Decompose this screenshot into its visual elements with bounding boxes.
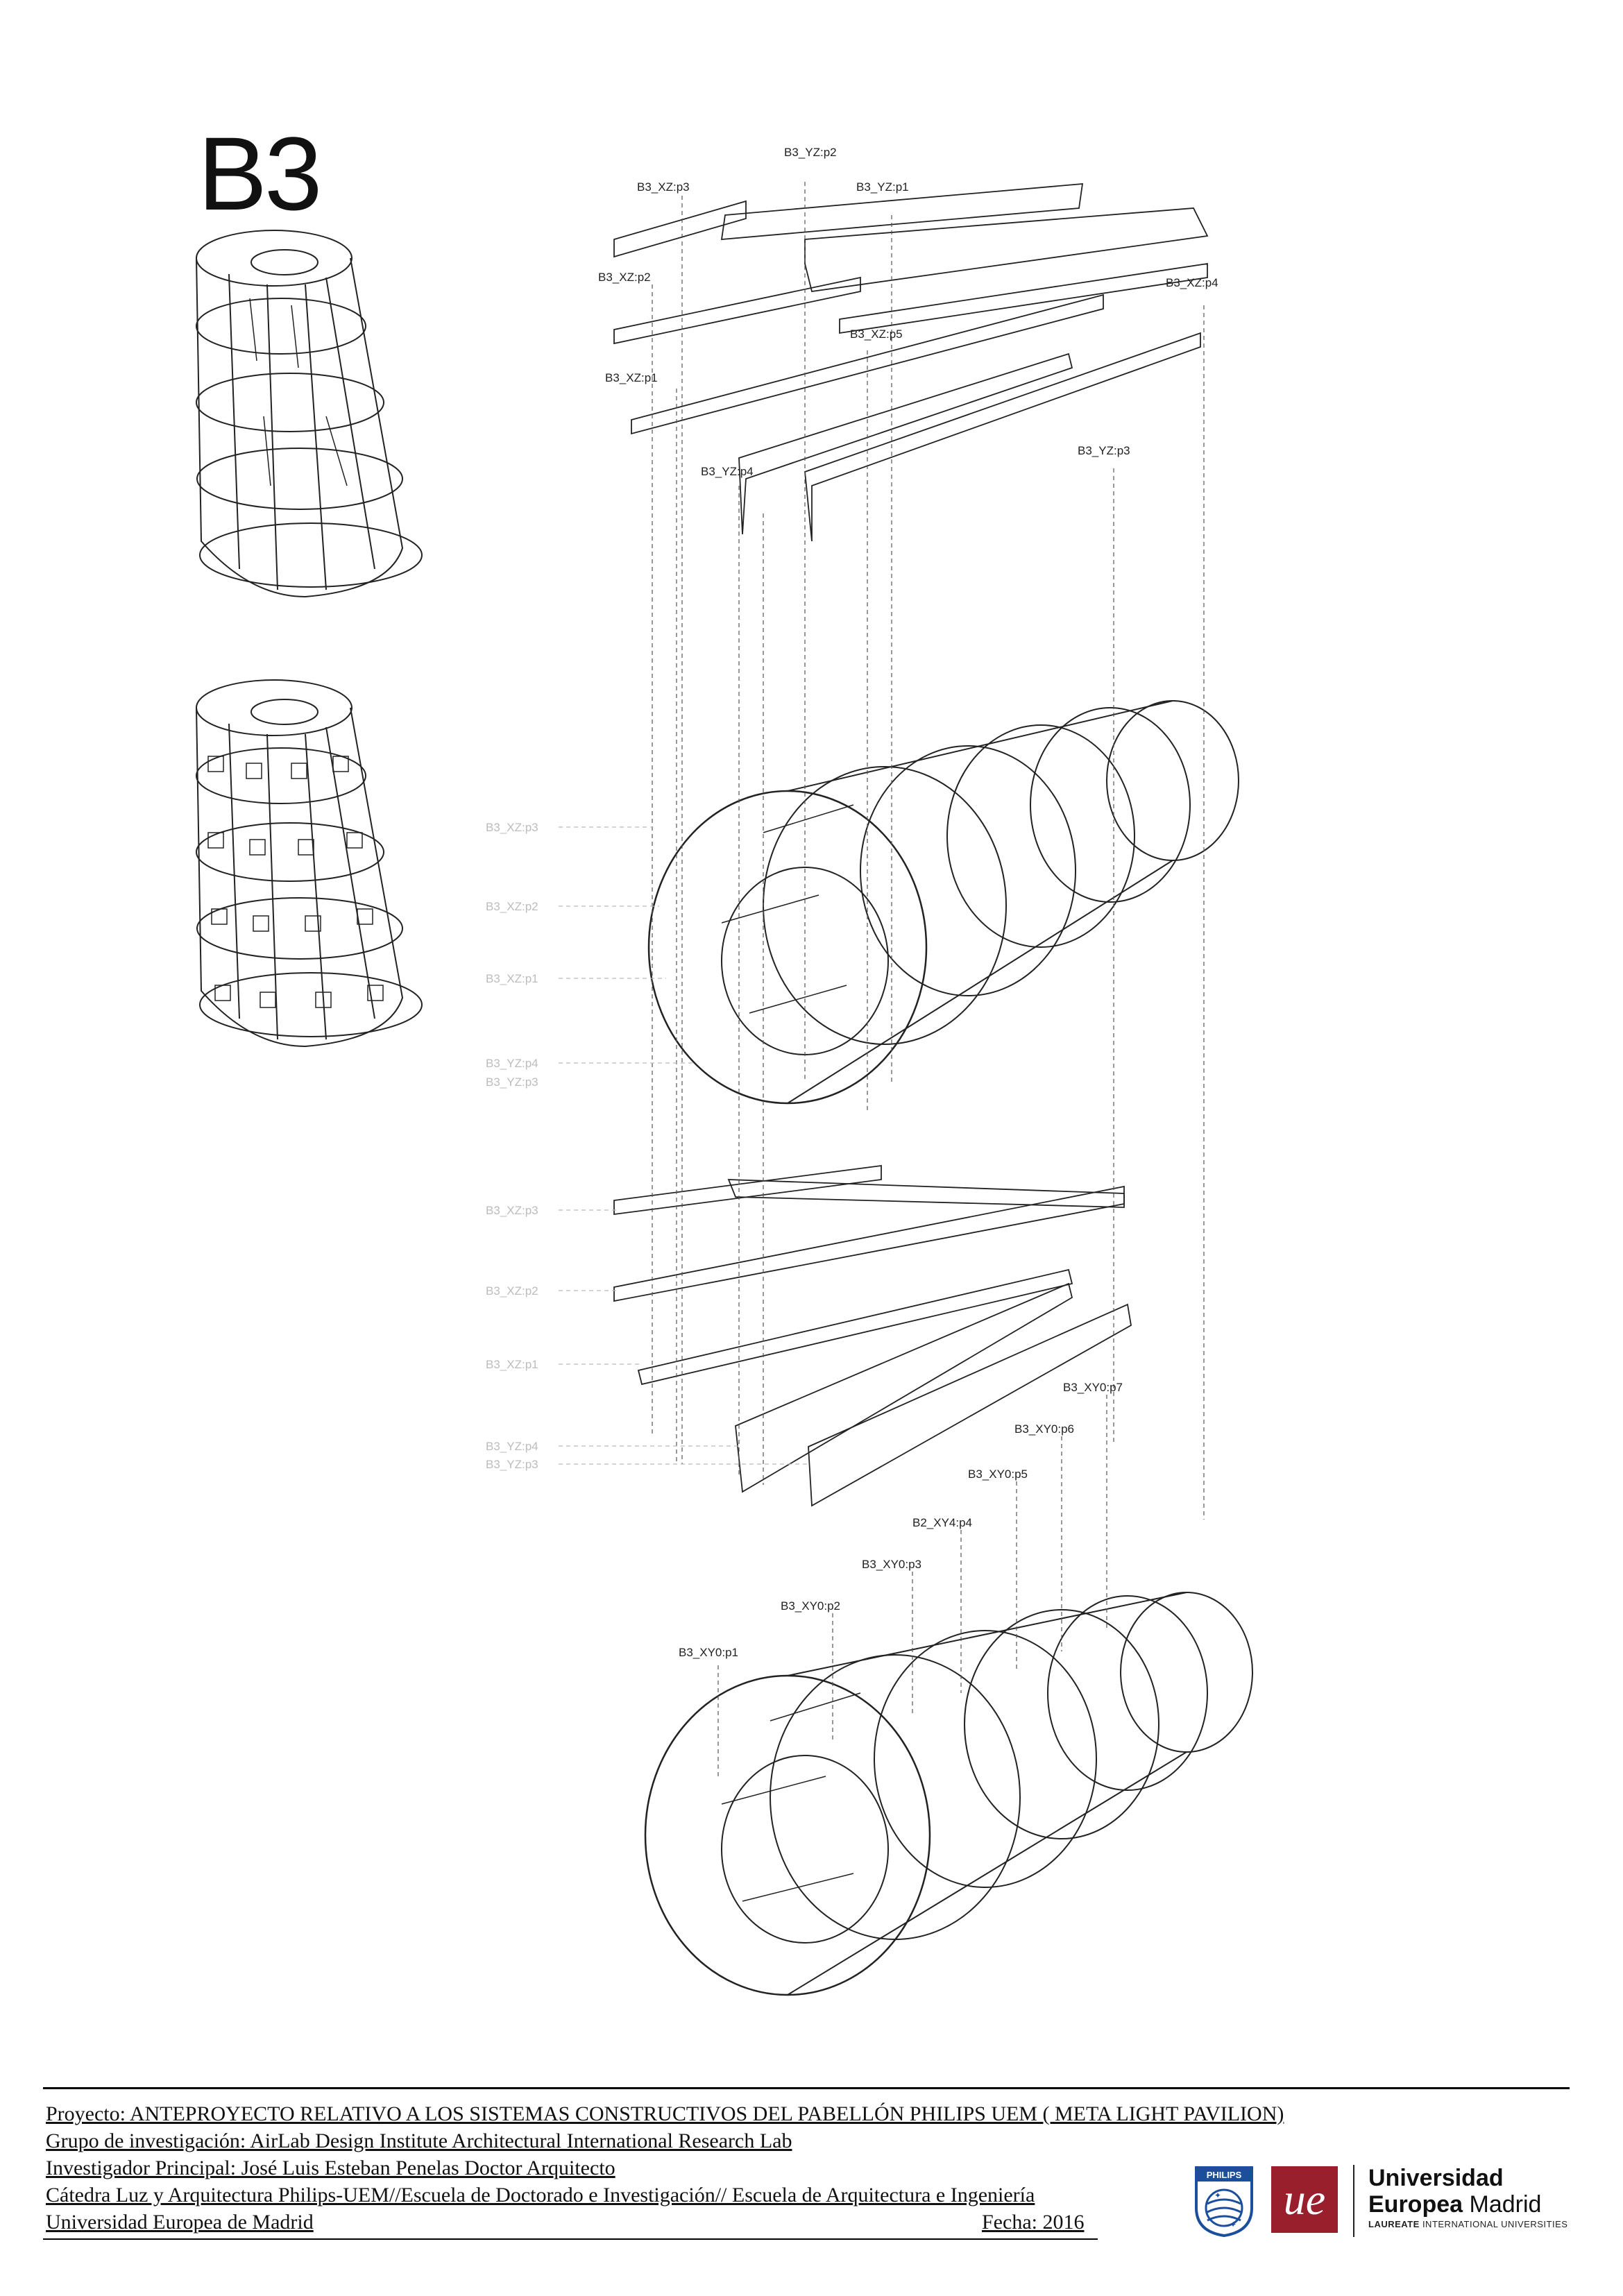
- uni-name-line1: Universidad: [1368, 2165, 1504, 2191]
- svg-text:✦: ✦: [1214, 2191, 1222, 2200]
- footer-end-divider: [43, 2238, 1098, 2240]
- side-labels-lower: [486, 1204, 538, 1471]
- side-labels-upper: [486, 821, 538, 1089]
- side-label: B3_YZ:p4: [486, 1057, 538, 1070]
- uni-name-europea: Europea: [1368, 2191, 1463, 2218]
- svg-text:✦: ✦: [1230, 2220, 1237, 2229]
- side-label: B3_YZ:p4: [486, 1440, 538, 1453]
- side-label: B3_XZ:p3: [486, 1204, 538, 1217]
- label-yz-p3: B3_YZ:p3: [1078, 444, 1130, 457]
- side-label: B3_YZ:p3: [486, 1075, 538, 1089]
- uni-sub-laureate: LAUREATE: [1368, 2219, 1420, 2229]
- philips-wordmark: PHILIPS: [1206, 2170, 1242, 2180]
- label-yz-p1: B3_YZ:p1: [856, 180, 909, 194]
- side-label: B3_XZ:p1: [486, 1358, 538, 1371]
- xy-labels: [679, 1381, 1123, 1659]
- label-xy0-p1: B3_XY0:p1: [679, 1646, 739, 1659]
- tower-assembled: [196, 230, 422, 597]
- label-xy0-p3: B3_XY0:p3: [862, 1558, 922, 1571]
- footer-divider: [43, 2087, 1570, 2089]
- uni-sub-rest: INTERNATIONAL UNIVERSITIES: [1422, 2219, 1568, 2229]
- footer-researcher: Investigador Principal: José Luis Esteban Penelas Doctor Arquitecto: [46, 2157, 615, 2179]
- label-xz-p2: B3_XZ:p2: [598, 271, 651, 284]
- ue-logo: [1271, 2166, 1338, 2233]
- tower-with-brackets: [196, 680, 422, 1046]
- footer-university: Universidad Europea de Madrid: [46, 2211, 314, 2234]
- philips-logo: [1193, 2165, 1255, 2237]
- side-label: B3_XZ:p3: [486, 821, 538, 834]
- label-xy0-p2: B3_XY0:p2: [781, 1599, 841, 1613]
- label-xz-p5: B3_XZ:p5: [850, 328, 903, 341]
- uni-subtitle: [1368, 2219, 1567, 2229]
- label-xy0-p7: B3_XY0:p7: [1063, 1381, 1123, 1394]
- label-yz-p4: B3_YZ:p4: [701, 465, 754, 478]
- logo-divider: [1353, 2165, 1354, 2237]
- lower-exploded-plates: [614, 1166, 1131, 1506]
- projection-lines: [652, 182, 1204, 1520]
- side-label: B3_XZ:p1: [486, 972, 538, 985]
- leader-lines-side: [559, 827, 808, 1464]
- footer-group: Grupo de investigación: AirLab Design Institute Architectural International Research Lab: [46, 2129, 792, 2152]
- sheet-title: B3: [198, 115, 320, 232]
- side-label: B3_XZ:p2: [486, 1284, 538, 1298]
- side-label: B3_XZ:p2: [486, 900, 538, 913]
- label-xy0-p6: B3_XY0:p6: [1014, 1422, 1075, 1436]
- side-label: B3_YZ:p3: [486, 1458, 538, 1471]
- top-exploded-plates: [614, 184, 1207, 541]
- footer-chair: Cátedra Luz y Arquitectura Philips-UEM//Escuela de Doctorado e Investigación// Escuela de Arquitectura e Ingeniería: [46, 2184, 1035, 2206]
- ue-logo-mark: ue: [1283, 2175, 1326, 2224]
- label-xz-p3: B3_XZ:p3: [637, 180, 690, 194]
- footer-project: Proyecto: ANTEPROYECTO RELATIVO A LOS SISTEMAS CONSTRUCTIVOS DEL PABELLÓN PHILIPS UEM ( META LIGHT PAVILION): [46, 2102, 1284, 2125]
- label-xy0-p5: B3_XY0:p5: [968, 1468, 1028, 1481]
- uni-name-line2: [1368, 2193, 1541, 2216]
- footer-date: Fecha: 2016: [982, 2211, 1085, 2234]
- label-xz-p4: B3_XZ:p4: [1166, 276, 1218, 289]
- label-yz-p2: B3_YZ:p2: [784, 146, 837, 159]
- top-plate-labels: [598, 146, 1218, 478]
- cone-assembly-upper: [649, 701, 1239, 1103]
- uni-name-madrid: Madrid: [1469, 2191, 1542, 2218]
- label-xz-p1: B3_XZ:p1: [605, 371, 658, 384]
- label-xy4-p4: B2_XY4:p4: [912, 1516, 973, 1529]
